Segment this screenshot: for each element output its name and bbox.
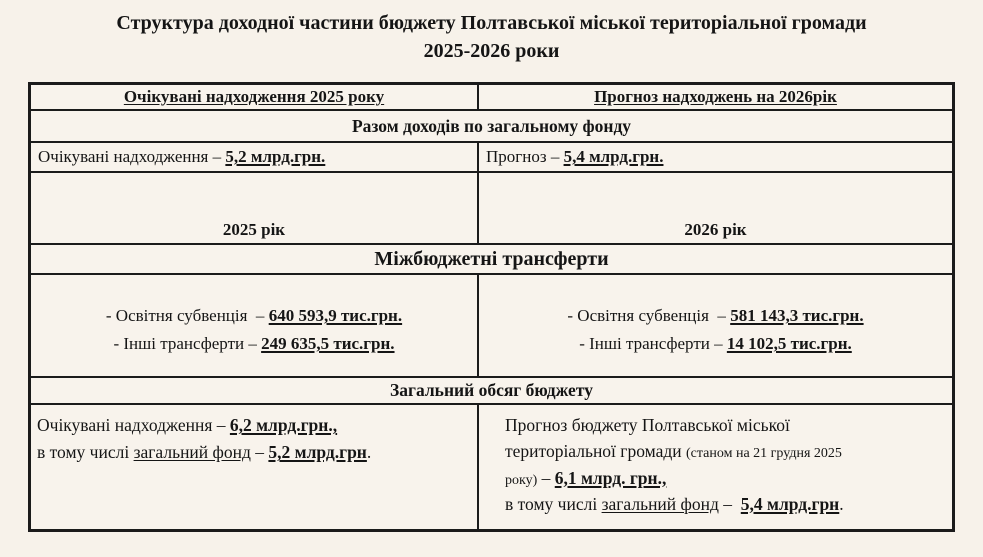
- transfers-section-title: Міжбюджетні трансферти: [374, 247, 609, 270]
- total-2025-general-fund-value: 5,2 млрд.грн: [268, 442, 367, 463]
- transfer-item-other-2025: [31, 330, 477, 358]
- year-2025-label: 2025 рік: [222, 220, 286, 239]
- total-2025-label: Очікувані надходження –: [37, 415, 230, 435]
- year-2026-cell: [479, 173, 952, 243]
- total-2025-dash: –: [250, 442, 269, 463]
- general-fund-section-row: [31, 111, 952, 143]
- forecast-budget-date-note-part1: (станом на 21 грудня 2025: [686, 446, 842, 462]
- total-2025-cell: [31, 405, 479, 529]
- transfers-row: [31, 275, 952, 378]
- forecast-budget-line2: територіальної громади: [505, 441, 687, 462]
- total-2025-including-prefix: в тому числі: [37, 442, 134, 463]
- total-2026-dash: –: [718, 493, 741, 514]
- expected-revenue-2025-text: [38, 147, 325, 167]
- general-fund-amounts-row: [31, 143, 952, 173]
- transfer-other-2026-label: - Інші трансферти –: [579, 334, 727, 354]
- forecast-budget-date-note-part2: року): [505, 472, 538, 488]
- total-budget-section-title: Загальний обсяг бюджету: [390, 380, 593, 400]
- year-2025-cell: [31, 173, 479, 243]
- forecast-2026-label: Прогноз –: [486, 147, 564, 166]
- expected-revenue-2025-value: 5,2 млрд.грн.: [225, 147, 326, 166]
- transfer-education-2026-value: 581 143,3 тис.грн.: [730, 306, 864, 325]
- header-cell-2025: [31, 85, 479, 109]
- document-title-line2: 2025-2026 роки: [423, 40, 560, 62]
- budget-table: [28, 82, 955, 532]
- total-2025-general-fund-label: загальний фонд: [133, 442, 251, 463]
- transfers-2025-cell: [31, 275, 479, 376]
- transfers-2026-cell: [479, 275, 952, 376]
- transfer-other-2026-value: 14 102,5 тис.грн.: [726, 334, 852, 354]
- total-budget-row: [31, 405, 952, 529]
- transfer-other-2025-label: - Інші трансферти –: [113, 334, 262, 354]
- header-cell-2026: [479, 85, 952, 109]
- transfer-education-2025-value: 640 593,9 тис.грн.: [268, 306, 403, 325]
- total-budget-section-row: [31, 378, 952, 405]
- total-2025-value: 6,2 млрд.грн.,: [229, 415, 338, 435]
- expected-revenue-2025-label: Очікувані надходження –: [38, 147, 226, 166]
- total-2026-cell: [479, 405, 952, 529]
- year-2026-label: 2026 рік: [684, 220, 747, 239]
- transfer-other-2025-value: 249 635,5 тис.грн.: [261, 334, 395, 354]
- header-2026-label: Прогноз надходжень на 2026рік: [594, 87, 837, 106]
- transfer-item-education-2025: [31, 302, 477, 330]
- forecast-budget-dash: –: [537, 467, 555, 488]
- total-2026-including-prefix: в тому числі: [505, 493, 602, 514]
- total-2026-general-fund-label: загальний фонд: [601, 493, 719, 514]
- transfer-education-2025-label: - Освітня субвенція –: [105, 306, 269, 325]
- year-row: [31, 173, 952, 245]
- expected-revenue-2025-cell: [31, 143, 479, 171]
- transfer-education-2026-label: - Освітня субвенція –: [567, 306, 731, 325]
- transfer-item-other-2026: [479, 330, 952, 358]
- general-fund-section-title: Разом доходів по загальному фонду: [351, 115, 632, 136]
- document-title: [0, 0, 983, 65]
- header-2025-label: Очікувані надходження 2025 року: [123, 87, 385, 106]
- table-header-row: [31, 85, 952, 111]
- total-2026-period: .: [839, 493, 844, 514]
- total-2026-general-fund-value: 5,4 млрд.грн: [740, 493, 840, 514]
- forecast-budget-line1: Прогноз бюджету Полтавської міської: [505, 415, 790, 435]
- forecast-2026-cell: [479, 143, 952, 171]
- total-2026-value: 6,1 млрд. грн.,: [554, 467, 667, 488]
- total-2025-period: .: [366, 442, 372, 463]
- document-title-line1: Структура доходної частини бюджету Полтавської міської територіальної громади: [116, 12, 867, 34]
- forecast-2026-value: 5,4 млрд.грн.: [563, 147, 664, 166]
- forecast-2026-text: [486, 147, 663, 167]
- transfers-section-row: [31, 245, 952, 275]
- transfer-item-education-2026: [479, 302, 952, 330]
